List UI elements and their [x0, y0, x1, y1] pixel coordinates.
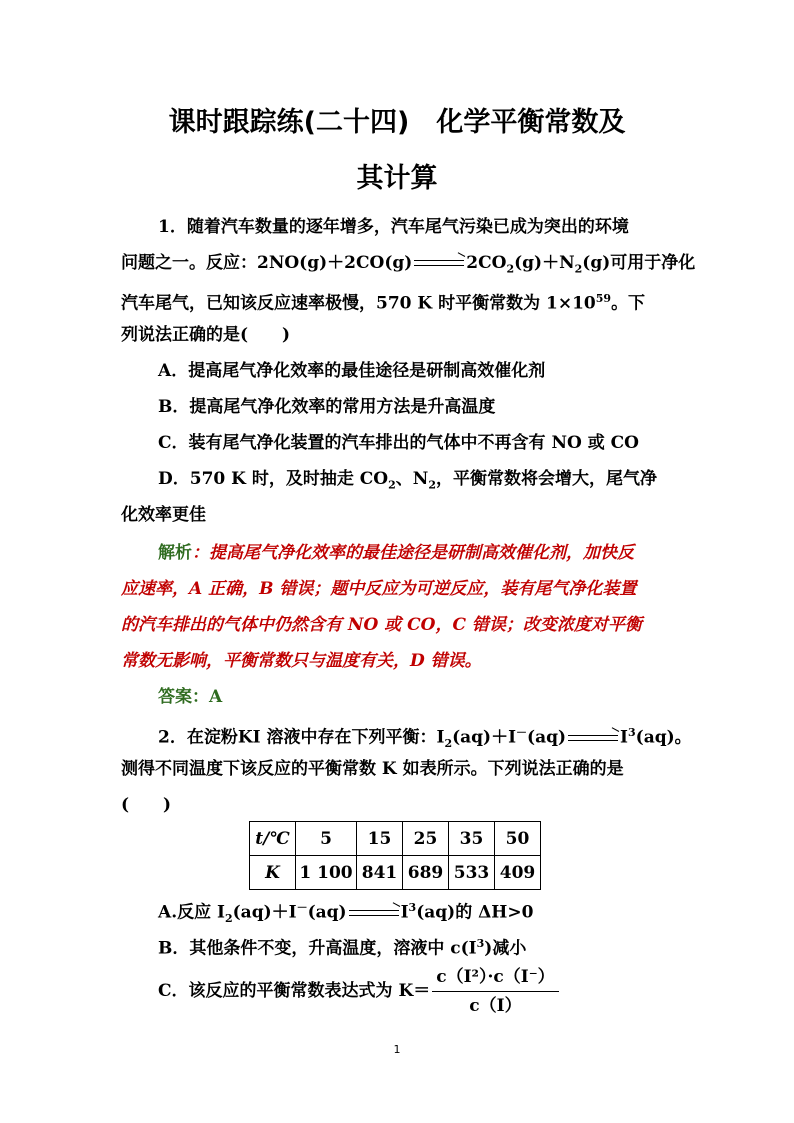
equilibrium-arrow-icon — [349, 909, 399, 918]
k-expression-fraction: $\frac{\text{c（I²）·c（I⁻）}}{c(I)}$ — [432, 966, 558, 1017]
q1-option-d: D．570 K 时，及时抽走 $CO_2$、$N_2$，平衡常数将会增大，尾气净 — [158, 469, 657, 492]
equilibrium-arrow-icon — [414, 259, 464, 268]
table-cell: 15 — [357, 822, 403, 856]
k-table — [249, 821, 541, 890]
q2-option-b: B．其他条件不变，升高温度，溶液中 $c(I^3)$减小 — [158, 937, 527, 959]
page-number: 1 — [393, 1043, 401, 1056]
table-cell: 35 — [449, 822, 495, 856]
table-row — [250, 856, 541, 890]
table-cell: K — [250, 856, 296, 890]
table-cell: 1 100 — [296, 856, 357, 890]
title-line-2: 其计算 — [356, 163, 438, 194]
q1-line-2: 问题之一。反应：2NO(g)＋2CO(g) $2CO_2(g)+N_2(g)$可用于净化 — [121, 253, 696, 276]
q2-option-c: C．该反应的平衡常数表达式为 K＝ $\frac{\text{c（I²）·c（I⁻）}}{c(I)}$ — [158, 966, 559, 1017]
q1-line-4: 列说法正确的是( ) — [121, 325, 291, 345]
q2-line-1: 2．在淀粉KI 溶液中存在下列平衡：$I_2(aq)+I^-(aq)$ $I^3(aq)$。 — [158, 726, 692, 751]
q1-explanation-4: 常数无影响，平衡常数只与温度有关，D 错误。 — [121, 651, 482, 671]
table-cell: 533 — [449, 856, 495, 890]
table-cell: 25 — [403, 822, 449, 856]
q1-option-c: C．装有尾气净化装置的汽车排出的气体中不再含有 NO 或 CO — [158, 433, 639, 453]
q1-answer: 答案：A — [158, 687, 223, 707]
table-cell: 689 — [403, 856, 449, 890]
equilibrium-arrow-icon — [568, 734, 618, 743]
q2-option-a: A.反应 $I_2(aq)+I^-(aq)$ $I^3(aq)$的 ΔH>0 — [158, 901, 534, 926]
title-line-1: 课时跟踪练(二十四) 化学平衡常数及 — [168, 107, 626, 138]
q1-explanation-1: 解析：提高尾气净化效率的最佳途径是研制高效催化剂，加快反 — [158, 543, 634, 563]
table-cell: t/℃ — [250, 822, 296, 856]
q1-option-a: A．提高尾气净化效率的最佳途径是研制高效催化剂 — [158, 361, 546, 381]
table-cell: 409 — [495, 856, 541, 890]
q1-explanation-2: 应速率，A 正确，B 错误；题中反应为可逆反应，装有尾气净化装置 — [121, 579, 637, 599]
q2-line-3: ( ) — [121, 795, 172, 815]
q1-line-1: 1．随着汽车数量的逐年增多，汽车尾气污染已成为突出的环境 — [158, 217, 629, 237]
q1-explanation-3: 的汽车排出的气体中仍然含有 NO 或 CO，C 错误；改变浓度对平衡 — [121, 615, 642, 635]
q1-line-3: 汽车尾气，已知该反应速率极慢，570 K 时平衡常数为 $1\times 10^{59}$。下 — [121, 292, 646, 314]
table-row — [250, 822, 541, 856]
q1-option-b: B．提高尾气净化效率的常用方法是升高温度 — [158, 397, 496, 417]
table-cell: 50 — [495, 822, 541, 856]
table-cell: 5 — [296, 822, 357, 856]
table-cell: 841 — [357, 856, 403, 890]
q1-option-d-cont: 化效率更佳 — [121, 505, 206, 525]
q2-line-2: 测得不同温度下该反应的平衡常数 K 如表所示。下列说法正确的是 — [121, 759, 624, 779]
